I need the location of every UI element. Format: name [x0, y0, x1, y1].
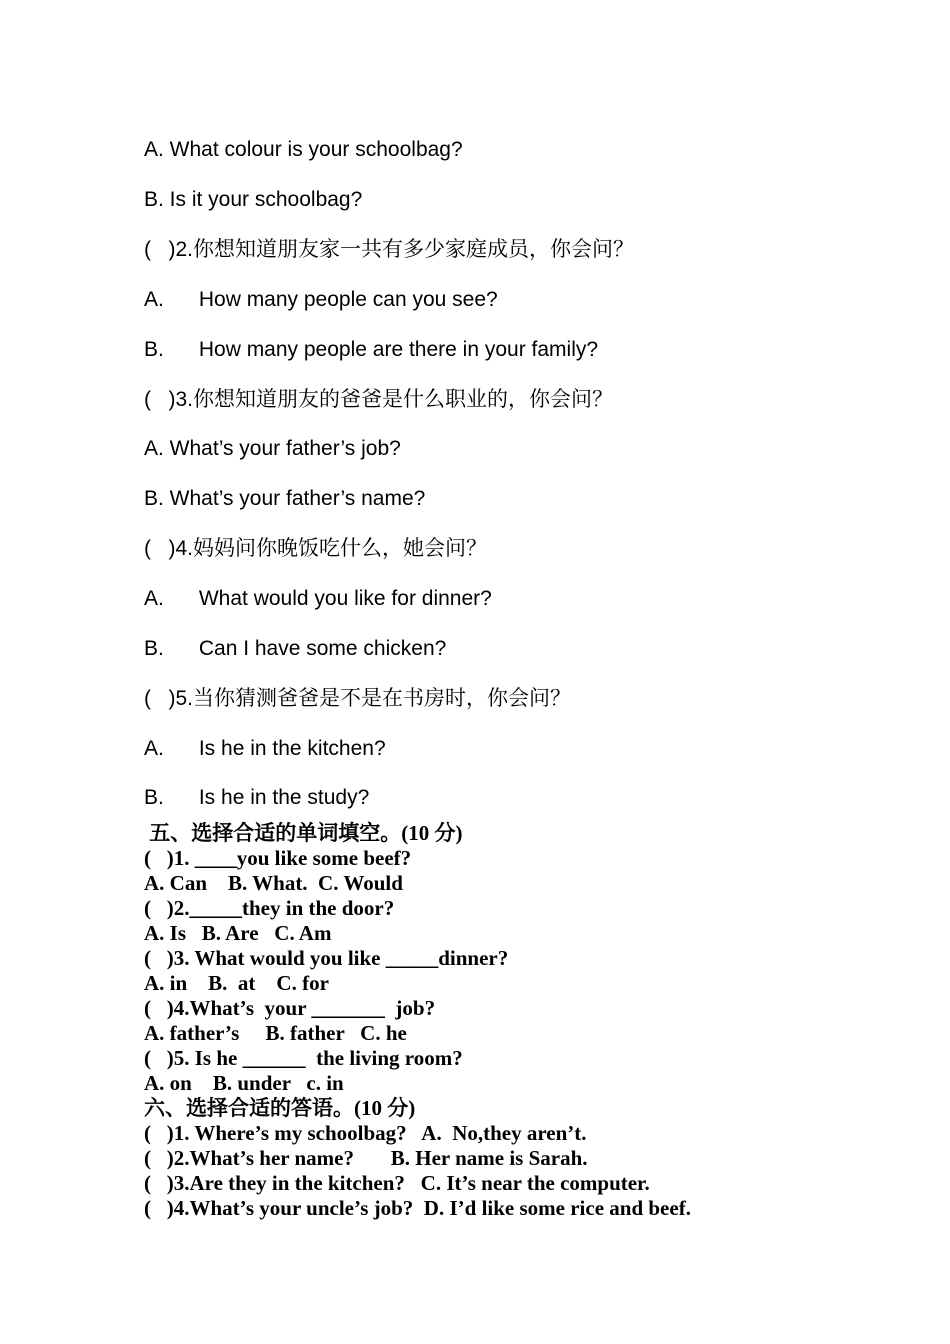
option-line: A. What’s your father’s job?: [144, 437, 401, 460]
question-line: ( )5.当你猜测爸爸是不是在书房时，你会问？: [144, 687, 572, 710]
match-line: ( )2.What’s her name? B. Her name is Sarah.: [144, 1146, 588, 1170]
question-line: ( )3.你想知道朋友的爸爸是什么职业的，你会问？: [144, 388, 614, 411]
section-heading: 六、选择合适的答语。(10 分): [144, 1096, 416, 1120]
section-heading: 五、选择合适的单词填空。(10 分): [144, 821, 463, 845]
question-line: ( )3. What would you like _____dinner?: [144, 946, 509, 970]
question-line: ( )2._____they in the door?: [144, 896, 395, 920]
match-line: ( )4.What’s your uncle’s job? D. I’d like some rice and beef.: [144, 1196, 691, 1220]
option-line: A. in B. at C. for: [144, 971, 329, 995]
option-line: A. What would you like for dinner?: [144, 587, 492, 610]
option-line: B. How many people are there in your family?: [144, 338, 599, 361]
match-line: ( )1. Where’s my schoolbag? A. No,they aren’t.: [144, 1121, 587, 1145]
question-line: ( )1. ____you like some beef?: [144, 846, 412, 870]
option-line: A. father’s B. father C. he: [144, 1021, 407, 1045]
question-line: ( )2.你想知道朋友家一共有多少家庭成员，你会问？: [144, 238, 635, 261]
option-line: A. Is B. Are C. Am: [144, 921, 332, 945]
option-line: A. How many people can you see?: [144, 288, 498, 311]
option-line: A. on B. under c. in: [144, 1071, 344, 1095]
option-line: A. What colour is your schoolbag?: [144, 138, 463, 161]
option-line: B. Can I have some chicken?: [144, 637, 447, 660]
option-line: B. Is it your schoolbag?: [144, 188, 363, 211]
question-line: ( )4.What’s your _______ job?: [144, 996, 436, 1020]
match-line: ( )3.Are they in the kitchen? C. It’s near the computer.: [144, 1171, 650, 1195]
option-line: A. Can B. What. C. Would: [144, 871, 403, 895]
option-line: B. What’s your father’s name?: [144, 487, 426, 510]
option-line: A. Is he in the kitchen?: [144, 737, 386, 760]
option-line: B. Is he in the study?: [144, 786, 370, 809]
question-line: ( )5. Is he ______ the living room?: [144, 1046, 463, 1070]
question-line: ( )4.妈妈问你晚饭吃什么，她会问？: [144, 537, 488, 560]
